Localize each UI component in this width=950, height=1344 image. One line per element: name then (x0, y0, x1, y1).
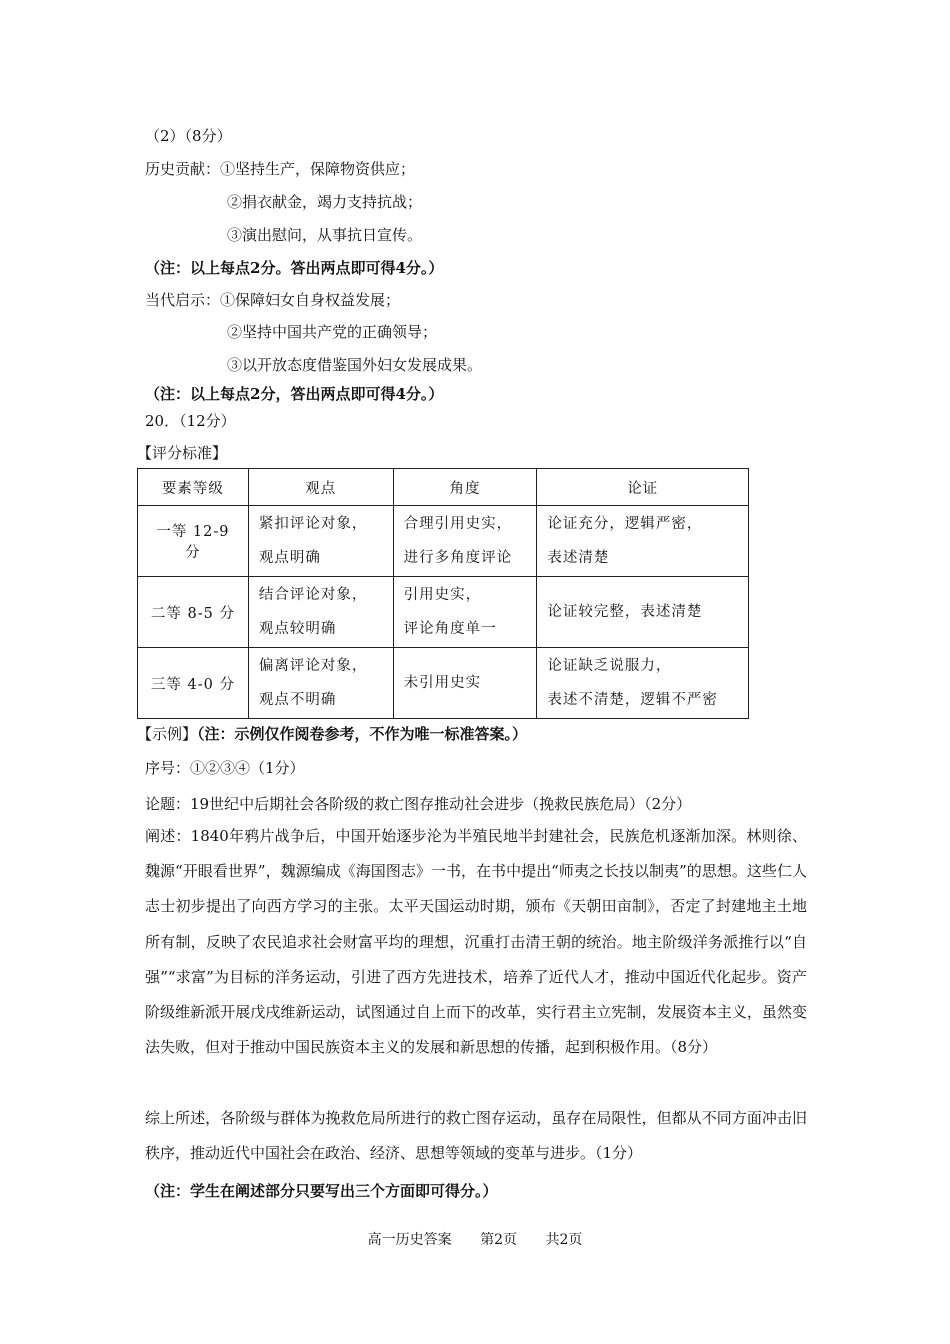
note-2: （注：以上每点2分，答出两点即可得4分。） (145, 385, 444, 403)
conclusion: 综上所述，各阶级与群体为挽救危局所进行的救亡图存运动，虽存在局限性，但都从不同方面冲击旧秩序，推动近代中国社会在政治、经济、思想等领域的变革与进步。（1分） (145, 1109, 807, 1163)
row3-argument (537, 648, 749, 719)
row1-argument-line2: 表述清楚 (547, 550, 610, 566)
footer-subject: 高一历史答案 (367, 1232, 452, 1248)
example-note: （注：示例仅作阅卷参考，不作为唯一标准答案。） (197, 725, 528, 743)
row2-view (248, 577, 393, 648)
row1-argument-line1: 论证充分，逻辑严密， (547, 516, 703, 532)
row1-level: 一等 12-9 分 (138, 506, 249, 577)
row2-angle-line1: 引用史实， (403, 587, 482, 603)
contrib-item-2: ②捐衣献金，竭力支持抗战； (227, 193, 423, 211)
q19-part2-heading: （2）（8分） (145, 127, 232, 145)
note-1: （注：以上每点2分。答出两点即可得4分。） (145, 259, 444, 277)
row2-angle (393, 577, 537, 648)
insight-label: 当代启示： (145, 291, 221, 309)
exposition: 阐述：1840年鸦片战争后，中国开始逐步沦为半殖民地半封建社会，民族危机逐渐加深。林则徐、魏源“开眼看世界”，魏源编成《海国图志》一书，在书中提出“师夷之长技以制夷”的思想。这些仁人志士初步提出了向西方学习的主张。太平天国运动时期，颁布《天朝田亩制》，否定了封建地主土地所有制，反映了农民追求社会财富平均的理想，沉重打击清王朝的统治。地主阶级洋务派推行以“自强”“求富”为目标的洋务运动，引进了西方先进技术，培养了近代人才，推动中国近代化起步。资产阶级维新派开展戊戌维新运动，试图通过自上而下的改革，实行君主立宪制，发展资本主义，虽然变法失败，但对于推动中国民族资本主义的发展和新思想的传播，起到积极作用。（8分） (145, 827, 807, 1057)
row2-level: 二等 8-5 分 (138, 577, 249, 648)
final-note: （注：学生在阐述部分只要写出三个方面即可得分。） (145, 1182, 498, 1200)
sequence-answer: 序号：①②③④（1分） (145, 759, 305, 777)
row3-argument-line2: 表述不清楚，逻辑不严密 (547, 692, 718, 708)
header-view: 观点 (248, 469, 393, 506)
row3-argument-line1: 论证缺乏说服力， (547, 658, 672, 674)
row2-view-line1: 结合评论对象， (258, 587, 368, 603)
row2-angle-line2: 评论角度单一 (403, 621, 497, 637)
row2-argument-line1: 论证较完整，表述清楚 (547, 604, 703, 620)
contrib-line-1 (145, 159, 415, 179)
row3-view-line1: 偏离评论对象， (258, 658, 368, 674)
contrib-item-1: ①坚持生产，保障物资供应； (220, 160, 416, 178)
row1-angle-line1: 合理引用史实， (403, 516, 513, 532)
row3-view (248, 648, 393, 719)
rubric-row-2 (138, 577, 749, 648)
rubric-table (137, 468, 749, 719)
rubric-row-3 (138, 648, 749, 719)
contrib-label: 历史贡献： (145, 160, 221, 178)
page-footer (0, 1229, 950, 1249)
thesis: 论题：19世纪中后期社会各阶级的救亡图存推动社会进步（挽救民族危局）（2分） (145, 795, 692, 813)
footer-page: 第2页 (480, 1232, 517, 1248)
header-level: 要素等级 (138, 469, 249, 506)
rubric-row-1 (138, 506, 749, 577)
row2-view-line2: 观点较明确 (258, 621, 337, 637)
q20-heading: 20．（12分） (145, 412, 236, 430)
rubric-header-row (138, 469, 749, 506)
insight-line-1 (145, 290, 400, 310)
insight-item-3: ③以开放态度借鉴国外妇女发展成果。 (227, 356, 483, 374)
row1-view (248, 506, 393, 577)
insight-item-2: ②坚持中国共产党的正确领导； (227, 323, 438, 341)
example-line (137, 724, 527, 744)
row1-angle-line2: 进行多角度评论 (403, 550, 513, 566)
footer-total: 共2页 (545, 1232, 583, 1248)
header-angle: 角度 (393, 469, 537, 506)
row3-view-line2: 观点不明确 (258, 692, 337, 708)
criteria-title: 【评分标准】 (137, 444, 228, 462)
header-argument: 论证 (537, 469, 749, 506)
row3-angle (393, 648, 537, 719)
contrib-item-3: ③演出慰问，从事抗日宣传。 (227, 226, 423, 244)
row1-argument (537, 506, 749, 577)
row1-angle (393, 506, 537, 577)
row2-argument (537, 577, 749, 648)
row1-view-line2: 观点明确 (258, 550, 321, 566)
row1-view-line1: 紧扣评论对象， (258, 516, 368, 532)
example-label: 【示例】 (137, 725, 198, 743)
row3-level: 三等 4-0 分 (138, 648, 249, 719)
row3-angle-line1: 未引用史实 (403, 675, 482, 691)
insight-item-1: ①保障妇女自身权益发展； (220, 291, 401, 309)
